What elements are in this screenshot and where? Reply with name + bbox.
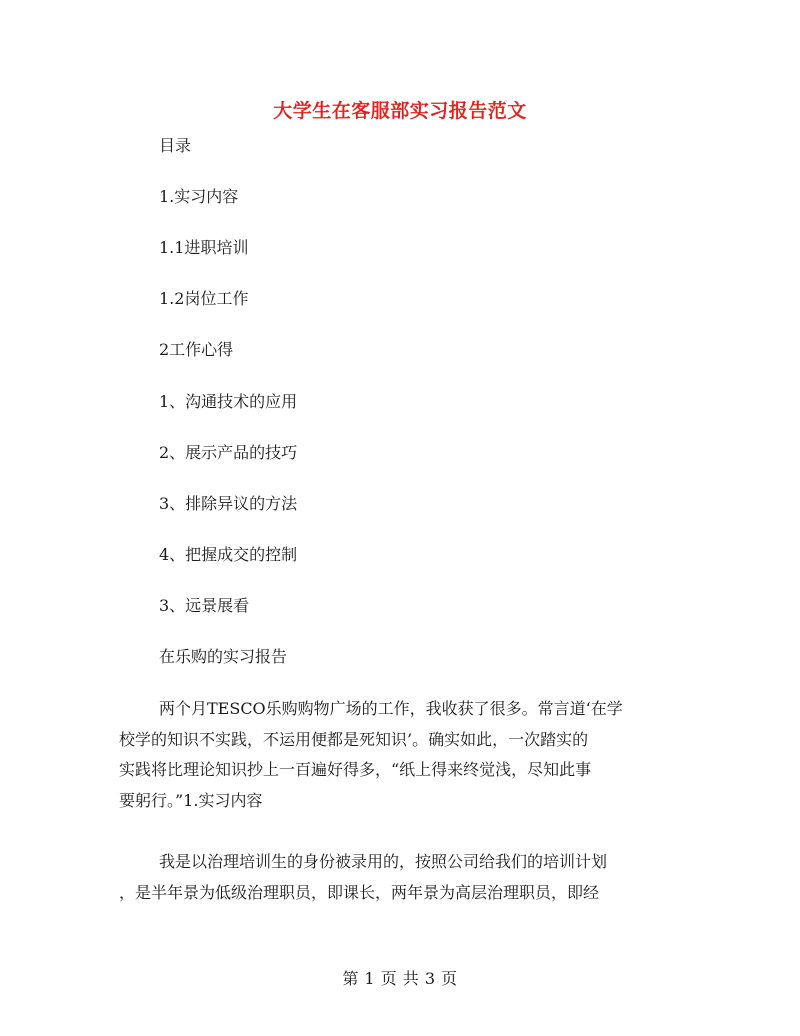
toc-item: 4、把握成交的控制 xyxy=(159,545,298,564)
report-subheading: 在乐购的实习报告 xyxy=(159,647,288,666)
document-title: 大学生在客服部实习报告范文 xyxy=(273,100,527,122)
toc-item: 1.实习内容 xyxy=(159,187,239,206)
toc-item: 2、展示产品的技巧 xyxy=(159,443,298,462)
toc-item: 2工作心得 xyxy=(159,340,234,359)
toc-item: 3、远景展看 xyxy=(159,596,250,615)
paragraph-line: ，是半年景为低级治理职员，即课长，两年景为高层治理职员，即经 xyxy=(119,882,600,902)
paragraph-line: 要躬行。”1.实习内容 xyxy=(119,790,263,810)
body-paragraph-2 xyxy=(119,847,697,908)
toc-item: 1、沟通技术的应用 xyxy=(159,392,298,411)
toc-item: 1.1进职培训 xyxy=(159,238,249,257)
paragraph-line: 两个月TESCO乐购购物广场的工作，我收获了很多。常言道‘在学 xyxy=(159,699,623,718)
paragraph-line: 校学的知识不实践，不运用便都是死知识’。确实如此，一次踏实的 xyxy=(119,729,589,749)
page-footer: 第 1 页 共 3 页 xyxy=(342,969,458,988)
paragraph-line: 实践将比理论知识抄上一百遍好得多，“纸上得来终觉浅，尽知此事 xyxy=(119,760,592,779)
toc-item: 1.2岗位工作 xyxy=(159,289,249,308)
toc-item: 3、排除异议的方法 xyxy=(159,494,298,513)
body-paragraph-1 xyxy=(119,694,697,816)
paragraph-line: 我是以治理培训生的身份被录用的，按照公司给我们的培训计划 xyxy=(159,852,608,871)
toc-heading: 目录 xyxy=(159,136,192,155)
